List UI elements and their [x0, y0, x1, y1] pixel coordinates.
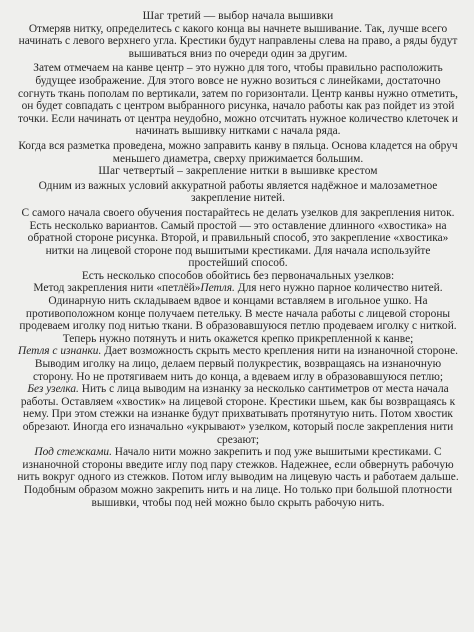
- method-no-knot-text: Нить с лица выводим на изнанку за несколько сантиметров от места начала работы. Оставляем «хвостик» на лицевой стороне. Крестики шьем, как бы возвращаясь к нему. При этом стежки на изнанке будут прихватывать протянутую нить. Потом хвостик обрезают. Иногда его изначально «укрывают» узелком, который после закрепления нити срезают;: [20, 383, 456, 446]
- method-under-stitches: [16, 446, 460, 509]
- heading-step-four: Шаг четвертый – закрепление нитки в вышивке крестом: [98, 165, 378, 178]
- heading-step-three: Шаг третий — выбор начала вышивки: [142, 10, 334, 22]
- method-loop: [16, 282, 460, 345]
- method-loop-term: Петля.: [200, 282, 235, 295]
- paragraph-hoop: Когда вся разметка проведена, можно заправить канву в пяльца. Основа кладется на обруч меньшего диаметра, сверху прижимается большим.: [18, 139, 458, 165]
- paragraph-start-corner: Отмеряв нитку, определитесь с какого конца вы начнете вышивание. Так, лучше всего начинать с левого верхнего угла. Крестики будут направлены слева на право, а ряды будут вышиваться вниз по очереди один за другим.: [18, 22, 458, 60]
- paragraph-secure-threads: Одним из важных условий аккуратной работы является надёжное и малозаметное закрепление нитей.: [38, 179, 438, 205]
- method-back-loop: [16, 345, 460, 383]
- method-back-loop-term: Петля с изнанки.: [17, 345, 102, 358]
- method-no-knot: [16, 383, 460, 446]
- paragraph-no-knots: С самого начала своего обучения постарайтесь не делать узелков для закрепления ниток. Есть несколько вариантов. Самый простой — это оставление длинного «хвостика» на обратной стороне рисунка. Второй, и правильный способ, это закрепление «хвостика» нитки на лицевой стороне под вышитыми крестиками. Для начала используйте простейший способ.: [21, 206, 455, 270]
- method-back-loop-text: Дает возможность скрыть место крепления нити на изнаночной стороне. Выводим иголку на лицо, делаем первый полукрестик, возвращаясь на изнаночную сторону. Но не протягиваем нить до конца, а вдеваем иглу в образовавшуюся петлю;: [32, 345, 459, 383]
- paragraph-methods-intro: Есть несколько способов обойтись без первоначальных узелков:: [81, 269, 395, 282]
- method-loop-prefix: Метод закрепления нити «петлёй»: [33, 282, 201, 295]
- method-no-knot-term: Без узелка.: [27, 383, 79, 396]
- method-under-stitches-text: Начало нити можно закрепить и под уже вышитыми крестиками. С изнаночной стороны введите иглу под пару стежков. Надежнее, если обвернуть рабочую нить вокруг одного из стежков. Потом иглу выводим на лицевую часть и работаем дальше. Подобным образом можно закрепить нить и на лице. Но только при большой плотности вышивки, чтобы под ней можно было скрыть рабочую нить.: [17, 446, 459, 509]
- paragraph-center-marking: Затем отмечаем на канве центр – это нужно для того, чтобы правильно расположить будущее изображение. Для этого вовсе не нужно возиться с линейками, достаточно согнуть ткань пополам по вертикали, затем по горизонтали. Центр канвы нужно отметить, он будет совпадать с центром выбранного рисунка, начало работы как раз пойдет из этой точки. Если начинать от центра неудобно, можно отсчитать нужное количество клеточек и начинать вышивку нитками с начала ряда.: [18, 62, 458, 138]
- method-loop-text: Для него нужно парное количество нитей. Одинарную нить складываем вдвое и концами вставляем в игольное ушко. На противоположном конце получаем петельку. В месте начала работы с лицевой стороны продеваем иголку под нитью ткани. В образовавшуюся петлю продеваем иголку с ниткой. Теперь нужно потянуть и нить окажется крепко прикрепленной к канве;: [19, 282, 457, 345]
- method-under-stitches-term: Под стежками.: [34, 446, 112, 459]
